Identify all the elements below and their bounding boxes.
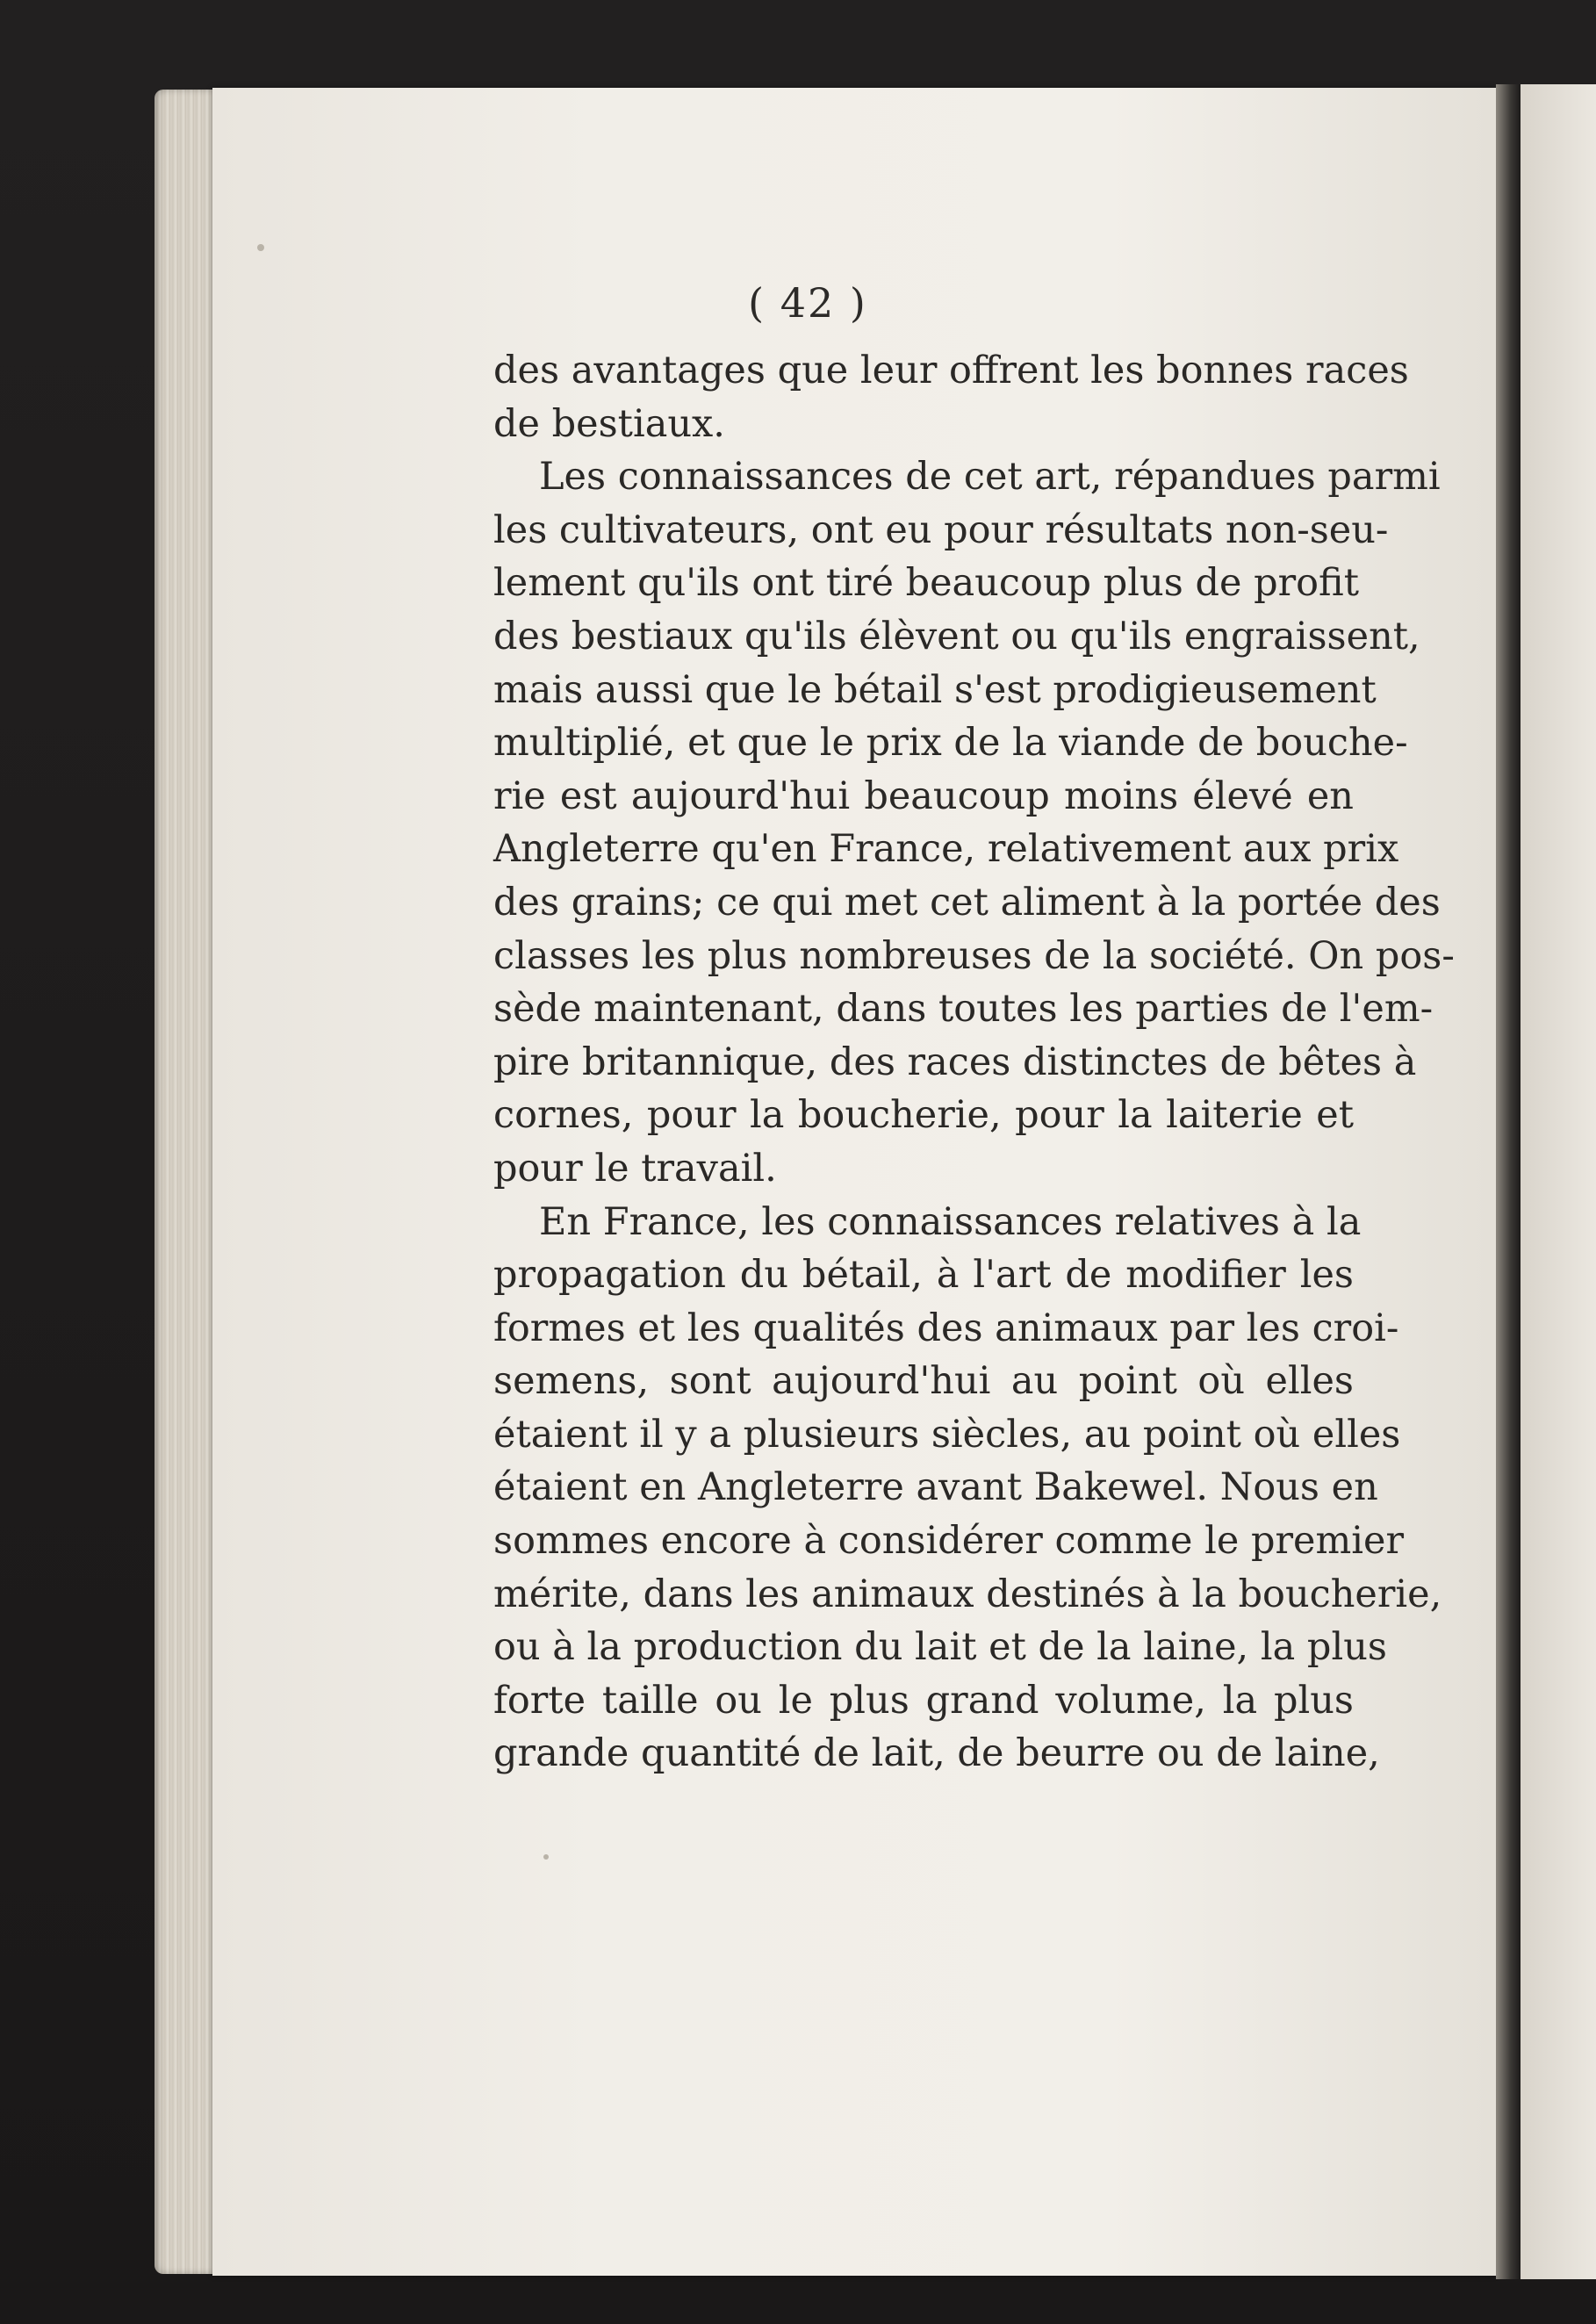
text-line: pour le travail.	[493, 1146, 777, 1191]
text-line: ou à la production du lait et de la laine, la plus	[493, 1625, 1387, 1670]
text-line: En France, les connaissances relatives à la	[539, 1199, 1362, 1244]
text-line: sède maintenant, dans toutes les parties de l'em-	[493, 987, 1434, 1032]
text-line: propagation du bétail, à l'art de modifier les	[493, 1253, 1354, 1298]
text-line: de bestiaux.	[493, 401, 725, 446]
text-line: des grains; ce qui met cet aliment à la portée des	[493, 880, 1441, 925]
text-line: grande quantité de lait, de beurre ou de laine,	[493, 1731, 1380, 1776]
book-gutter	[1496, 84, 1521, 2279]
text-line: forte taille ou le plus grand volume, la plus	[493, 1678, 1354, 1723]
text-line: les cultivateurs, ont eu pour résultats non-seu-	[493, 507, 1389, 552]
text-line: semens, sont aujourd'hui au point où elles	[493, 1359, 1354, 1404]
text-line: lement qu'ils ont tiré beaucoup plus de profit	[493, 561, 1360, 606]
text-line: mérite, dans les animaux destinés à la boucherie,	[493, 1572, 1442, 1616]
paper-speck	[257, 244, 264, 251]
text-line: cornes, pour la boucherie, pour la laiterie et	[493, 1093, 1354, 1138]
paper-speck	[543, 1854, 549, 1860]
text-line: Les connaissances de cet art, répandues parmi	[539, 455, 1441, 500]
text-line: Angleterre qu'en France, relativement aux prix	[493, 827, 1399, 872]
text-line: des avantages que leur offrent les bonnes races	[493, 349, 1409, 392]
text-line: pire britannique, des races distinctes de bêtes à	[493, 1040, 1417, 1084]
text-line: étaient en Angleterre avant Bakewel. Nous en	[493, 1465, 1378, 1510]
text-line: rie est aujourd'hui beaucoup moins élevé en	[493, 773, 1354, 818]
text-line: formes et les qualités des animaux par les croi-	[493, 1306, 1399, 1350]
body-text	[493, 344, 1455, 1781]
text-line: classes les plus nombreuses de la société. On pos-	[493, 933, 1455, 978]
facing-page	[1521, 84, 1596, 2279]
text-line: des bestiaux qu'ils élèvent ou qu'ils engraissent,	[493, 614, 1420, 658]
text-line: étaient il y a plusieurs siècles, au point où elles	[493, 1412, 1401, 1457]
text-line: multiplié, et que le prix de la viande de bouche-	[493, 721, 1408, 766]
page-number: ( 42 )	[748, 279, 867, 327]
text-line: sommes encore à considérer comme le premier	[493, 1519, 1405, 1564]
text-line: mais aussi que le bétail s'est prodigieusement	[493, 667, 1377, 712]
